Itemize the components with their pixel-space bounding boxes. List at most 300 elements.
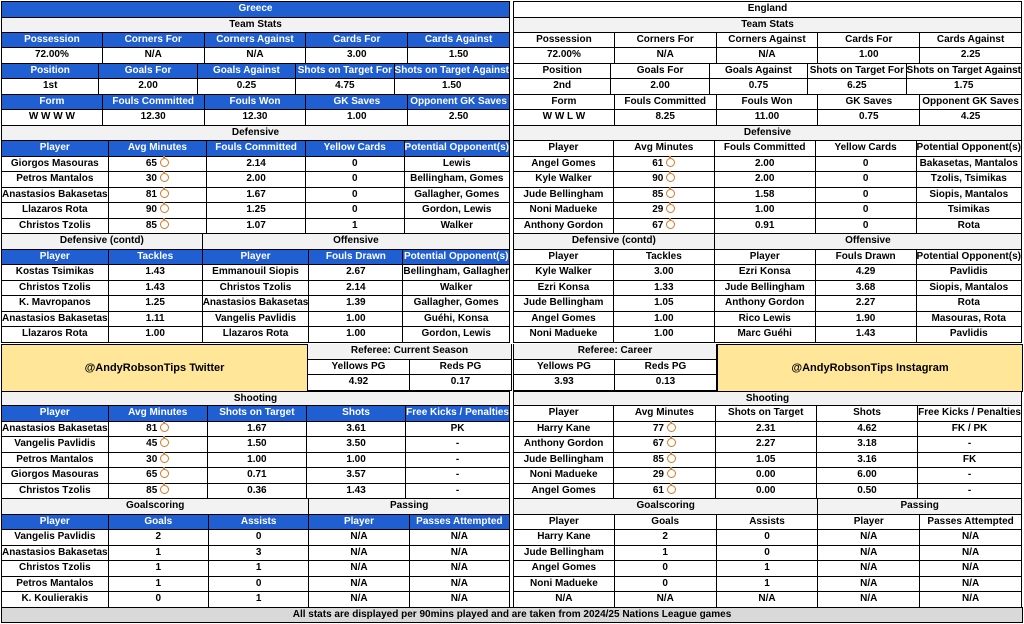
stopwatch-icon [160,158,169,167]
england-team-stats-title: Team Stats [513,17,1022,33]
greece-off-header: Player [203,250,310,266]
england-off-cell: Rota [917,296,1022,312]
greece-defensive-cell: 0 [306,157,405,173]
england-shooting-cell: Noni Madueke [513,468,614,484]
greece-row1-header: Possession [1,33,103,49]
instagram-promo-text: @AndyRobsonTips Instagram [791,362,949,374]
england-row3-header: Form [513,95,615,111]
greece-goalscoring-title: Goalscoring [1,499,309,515]
greece-defensive-cell: Bellingham, Gomes [405,172,510,188]
greece-dc-header: Player [1,250,109,266]
england-gs-cell: 0 [615,561,717,577]
referee-career-yellows: 3.93 [513,375,615,391]
greece-pass-cell: N/A [410,561,510,577]
greece-off-cell: Vangelis Pavlidis [203,312,310,328]
stopwatch-icon [160,173,169,182]
england-row2-header: Shots on Target Against [907,64,1022,80]
greece-defensive-cell [109,203,208,219]
avg-minutes-value: 90 [652,173,664,184]
avg-minutes-value: 81 [146,422,158,434]
greece-dc-cell: 1.43 [109,265,203,281]
stopwatch-icon [667,454,676,463]
england-shooting-cell: Angel Gomes [513,484,614,500]
england-defensive-cell: Siopis, Mantalos [917,188,1022,204]
greece-pass-header: Player [309,515,409,531]
greece-gs-cell: 3 [209,546,309,562]
england-panel [513,1,1022,608]
stopwatch-icon [667,469,676,478]
england-shooting-cell: 3.18 [817,437,918,453]
england-gs-cell: N/A [717,592,819,608]
england-shooting-cell: Anthony Gordon [513,437,614,453]
england-dc-cell: Kyle Walker [513,265,614,281]
greece-gs-cell: Vangelis Pavlidis [1,530,109,546]
england-off-cell: Pavlidis [917,265,1022,281]
england-defensive-contd-title: Defensive (contd) [513,234,715,250]
england-pass-cell: N/A [920,592,1022,608]
greece-defensive-cell [109,188,208,204]
referee-yellows-header: Yellows PG [308,360,410,376]
england-pass-cell: N/A [920,577,1022,593]
referee-reds-header: Reds PG [410,360,512,376]
greece-shooting-header: Shots [307,406,406,422]
greece-gs-cell: 1 [109,561,209,577]
england-defensive-cell: Bakasetas, Mantalos [917,157,1022,173]
greece-gs-cell: Christos Tzolis [1,561,109,577]
greece-row3-value: 1.00 [306,110,408,126]
referee-career-title: Referee: Career [513,344,717,360]
greece-shooting-cell: - [406,468,510,484]
england-row3-value: W W L W [513,110,615,126]
stopwatch-icon [666,189,675,198]
greece-gs-cell: 0 [209,530,309,546]
avg-minutes-value: 85 [652,188,664,200]
greece-shooting-cell [109,437,208,453]
greece-defensive-cell: 1.67 [207,188,306,204]
england-defensive-cell: 0 [816,172,917,188]
greece-gs-cell: Petros Mantalos [1,577,109,593]
england-pass-cell: N/A [920,530,1022,546]
greece-off-cell: 2.14 [309,281,403,297]
greece-defensive-cell: 0 [306,203,405,219]
greece-team-name: Greece [1,1,510,17]
england-shooting-cell [614,468,715,484]
stopwatch-icon [160,423,169,432]
greece-shooting-cell [109,422,208,438]
england-defensive-header: Potential Opponent(s) [917,141,1022,157]
avg-minutes-value: 45 [146,438,158,449]
england-row1-value: 72.00% [513,48,615,64]
greece-shooting-cell: 0.71 [208,468,307,484]
england-row1-value: 1.00 [818,48,920,64]
england-gs-cell: 1 [717,561,819,577]
greece-gs-header: Assists [209,515,309,531]
england-shooting-cell: Jude Bellingham [513,453,614,469]
greece-shooting-cell: 0.36 [208,484,307,500]
greece-defensive-cell: Gallagher, Gomes [405,188,510,204]
stopwatch-icon [160,469,169,478]
england-gs-cell: Angel Gomes [513,561,615,577]
greece-shooting-cell: - [406,437,510,453]
greece-dc-cell: 1.43 [109,281,203,297]
greece-row2-value: 1.50 [395,79,510,95]
england-defensive-cell [614,157,715,173]
greece-row1-header: Cards For [306,33,408,49]
england-row2-header: Goals For [611,64,709,80]
greece-off-cell: Guéhi, Konsa [403,312,510,328]
greece-gs-header: Player [1,515,109,531]
greece-pass-cell: N/A [309,530,409,546]
greece-shooting-cell: 1.43 [307,484,406,500]
greece-defensive-cell [109,157,208,173]
avg-minutes-value: 29 [652,469,664,480]
england-row1-header: Possession [513,33,615,49]
greece-row1-value: N/A [205,48,307,64]
greece-gs-cell: 1 [109,577,209,593]
greece-pass-cell: N/A [410,592,510,608]
england-defensive-cell [614,203,715,219]
stopwatch-icon [667,423,676,432]
england-defensive-header: Yellow Cards [816,141,917,157]
greece-row1-header: Cards Against [408,33,510,49]
greece-pass-header: Passes Attempted [410,515,510,531]
england-gs-header: Assists [717,515,819,531]
greece-shooting-cell: Giorgos Masouras [1,468,109,484]
avg-minutes-value: 65 [146,469,158,480]
greece-gs-cell: 1 [109,546,209,562]
stopwatch-icon [160,454,169,463]
greece-row1-value: 3.00 [306,48,408,64]
england-off-cell: 2.27 [816,296,917,312]
england-off-cell: Rico Lewis [715,312,816,328]
england-row2-value: 0.75 [710,79,808,95]
avg-minutes-value: 85 [652,453,664,465]
england-shooting-cell: 4.62 [817,422,918,438]
greece-defensive-cell [109,172,208,188]
greece-team-stats-title: Team Stats [1,17,510,33]
england-gs-cell: Noni Madueke [513,577,615,593]
england-pass-header: Passes Attempted [920,515,1022,531]
avg-minutes-value: 30 [145,173,157,184]
england-off-cell: Anthony Gordon [715,296,816,312]
greece-defensive-cell: Lewis [405,157,510,173]
greece-gs-cell: 0 [109,592,209,608]
england-row2-header: Goals Against [710,64,808,80]
england-goalscoring-title: Goalscoring [513,499,818,515]
england-defensive-cell [614,188,715,204]
greece-defensive-cell: 2.00 [207,172,306,188]
england-row1-value: N/A [615,48,717,64]
greece-defensive-cell: Walker [405,219,510,235]
england-shooting-cell: Harry Kane [513,422,614,438]
england-shooting-cell: - [918,468,1022,484]
england-pass-header: Player [818,515,920,531]
england-shooting-header: Shots on Target [716,406,817,422]
england-off-cell: 1.43 [816,327,917,343]
greece-off-cell: 1.39 [309,296,403,312]
greece-pass-cell: N/A [309,592,409,608]
england-gs-cell: N/A [513,592,615,608]
greece-shooting-cell: - [406,453,510,469]
greece-off-cell: Gallagher, Gomes [403,296,510,312]
greece-row3-header: Opponent GK Saves [408,95,510,111]
stats-sheet [1,1,1023,623]
england-row3-header: Fouls Won [717,95,819,111]
stopwatch-icon [160,438,169,447]
england-shooting-cell: 1.05 [716,453,817,469]
greece-defensive-title: Defensive [1,126,510,142]
avg-minutes-value: 30 [146,453,158,465]
england-off-cell: Siopis, Mantalos [917,281,1022,297]
greece-row2-header: Goals Against [198,64,296,80]
england-row2-header: Position [513,64,611,80]
england-shooting-cell: 2.31 [716,422,817,438]
greece-gs-cell: 1 [209,561,309,577]
england-defensive-cell: 0 [816,157,917,173]
greece-off-cell: Emmanouil Siopis [203,265,310,281]
england-dc-cell: 1.33 [614,281,715,297]
greece-shooting-cell [109,468,208,484]
england-row3-value: 11.00 [717,110,819,126]
greece-defensive-cell [109,219,208,235]
greece-row3-value: 2.50 [408,110,510,126]
england-dc-cell: 3.00 [614,265,715,281]
greece-row2-value: 0.25 [198,79,296,95]
england-dc-header: Player [513,250,614,266]
greece-off-cell: Walker [403,281,510,297]
england-defensive-header: Avg Minutes [614,141,715,157]
greece-pass-cell: N/A [410,577,510,593]
england-defensive-cell: 1.00 [715,203,816,219]
greece-dc-cell: 1.00 [109,327,203,343]
greece-row3-value: 12.30 [205,110,307,126]
greece-row1-value: 72.00% [1,48,103,64]
england-row2-header: Shots on Target For [808,64,906,80]
greece-defensive-cell: 1.07 [207,219,306,235]
greece-defensive-header: Yellow Cards [306,141,405,157]
england-defensive-cell: 2.00 [715,172,816,188]
stopwatch-icon [160,204,169,213]
greece-shooting-cell: 3.50 [307,437,406,453]
greece-row2-header: Position [1,64,99,80]
england-off-cell: 4.29 [816,265,917,281]
stopwatch-icon [666,173,675,182]
england-defensive-cell: 0 [816,219,917,235]
england-row2-value: 2.00 [611,79,709,95]
stopwatch-icon [160,220,169,229]
greece-gs-cell: Anastasios Bakasetas [1,546,109,562]
greece-row2-header: Goals For [99,64,197,80]
greece-shooting-cell: - [406,484,510,500]
england-gs-cell: N/A [615,592,717,608]
england-shooting-cell: 2.27 [716,437,817,453]
england-row3-header: Fouls Committed [615,95,717,111]
england-off-cell: Masouras, Rota [917,312,1022,328]
greece-row2-value: 2.00 [99,79,197,95]
greece-shooting-header: Free Kicks / Penalties [406,406,510,422]
england-shooting-cell: 0.00 [716,484,817,500]
twitter-promo [1,344,308,392]
england-defensive-cell [614,219,715,235]
england-shooting-cell: FK / PK [918,422,1022,438]
stopwatch-icon [666,158,675,167]
england-gs-header: Player [513,515,615,531]
avg-minutes-value: 29 [652,204,664,215]
england-off-header: Fouls Drawn [816,250,917,266]
england-shooting-cell: 3.16 [817,453,918,469]
greece-pass-cell: N/A [309,561,409,577]
greece-row3-header: Fouls Committed [103,95,205,111]
england-gs-cell: Jude Bellingham [513,546,615,562]
stopwatch-icon [160,189,169,198]
greece-defensive-cell: Giorgos Masouras [1,157,109,173]
england-dc-cell: 1.05 [614,296,715,312]
greece-row2-header: Shots on Target For [296,64,394,80]
england-pass-cell: N/A [818,546,920,562]
england-shooting-cell: - [918,484,1022,500]
greece-row3-header: Fouls Won [205,95,307,111]
england-defensive-cell: Noni Madueke [513,203,614,219]
greece-defensive-header: Player [1,141,109,157]
greece-offensive-title: Offensive [203,234,510,250]
england-shooting-header: Avg Minutes [614,406,715,422]
england-gs-cell: 0 [717,546,819,562]
greece-dc-cell: Anastasios Bakasetas [1,312,109,328]
greece-row1-header: Corners For [103,33,205,49]
england-defensive-cell: Tsimikas [917,203,1022,219]
england-defensive-cell: 1.58 [715,188,816,204]
greece-panel [1,1,510,608]
england-defensive-cell: Anthony Gordon [513,219,614,235]
avg-minutes-value: 85 [145,219,157,231]
greece-row3-header: GK Saves [306,95,408,111]
greece-dc-cell: 1.25 [109,296,203,312]
england-off-header: Player [715,250,816,266]
england-defensive-cell: 0.91 [715,219,816,235]
greece-shooting-cell: 1.00 [307,453,406,469]
england-dc-cell: Jude Bellingham [513,296,614,312]
greece-defensive-cell: Christos Tzolis [1,219,109,235]
england-defensive-cell: Tzolis, Tsimikas [917,172,1022,188]
greece-row1-value: 1.50 [408,48,510,64]
england-row1-header: Corners Against [717,33,819,49]
england-off-cell: Jude Bellingham [715,281,816,297]
greece-row3-header: Form [1,95,103,111]
greece-defensive-contd-title: Defensive (contd) [1,234,203,250]
avg-minutes-value: 81 [145,188,157,200]
england-pass-cell: N/A [818,577,920,593]
england-shooting-cell [614,453,715,469]
england-dc-cell: Noni Madueke [513,327,614,343]
greece-row1-header: Corners Against [205,33,307,49]
greece-shooting-header: Shots on Target [208,406,307,422]
england-defensive-cell: 0 [816,203,917,219]
avg-minutes-value: 67 [652,438,664,449]
england-shooting-cell [614,422,715,438]
england-row1-value: 2.25 [920,48,1022,64]
greece-off-cell: Bellingham, Gallagher [403,265,510,281]
greece-defensive-cell: Anastasios Bakasetas [1,188,109,204]
england-dc-cell: Angel Gomes [513,312,614,328]
twitter-promo-text: @AndyRobsonTips Twitter [84,362,225,374]
greece-pass-cell: N/A [410,546,510,562]
referee-career-reds: 0.13 [615,375,717,391]
england-dc-cell: 1.00 [614,327,715,343]
footer-note: All stats are displayed per 90mins played and are taken from 2024/25 Nations League games [1,607,1023,623]
england-row2-value: 1.75 [907,79,1022,95]
england-shooting-cell [614,437,715,453]
england-row1-header: Cards Against [920,33,1022,49]
england-row1-value: N/A [717,48,819,64]
england-defensive-header: Fouls Committed [715,141,816,157]
england-dc-header: Tackles [614,250,715,266]
greece-row2-header: Shots on Target Against [395,64,510,80]
england-shooting-cell [614,484,715,500]
greece-gs-cell: 2 [109,530,209,546]
greece-defensive-cell: Llazaros Rota [1,203,109,219]
referee-career [513,344,717,391]
greece-shooting-cell: Vangelis Pavlidis [1,437,109,453]
greece-shooting-cell: 3.57 [307,468,406,484]
referee-current [308,344,512,391]
england-gs-cell: 2 [615,530,717,546]
stopwatch-icon [667,485,676,494]
greece-off-cell: 1.00 [309,312,403,328]
greece-defensive-cell: 2.14 [207,157,306,173]
greece-gs-cell: 0 [209,577,309,593]
england-pass-cell: N/A [818,592,920,608]
england-passing-title: Passing [818,499,1022,515]
england-row3-value: 4.25 [920,110,1022,126]
england-shooting-cell: 0.00 [716,468,817,484]
greece-gs-cell: K. Koulierakis [1,592,109,608]
england-gs-cell: 0 [615,577,717,593]
england-team-name: England [513,1,1022,17]
greece-defensive-cell: 1 [306,219,405,235]
england-gs-cell: Harry Kane [513,530,615,546]
greece-dc-cell: Christos Tzolis [1,281,109,297]
england-shooting-cell: 0.50 [817,484,918,500]
greece-row2-value: 1st [1,79,99,95]
england-row2-value: 2nd [513,79,611,95]
referee-career-yellows-header: Yellows PG [513,360,615,376]
england-row2-value: 6.25 [808,79,906,95]
england-shooting-title: Shooting [513,391,1022,407]
greece-defensive-cell: Gordon, Lewis [405,203,510,219]
england-shooting-header: Shots [817,406,918,422]
england-off-cell: Marc Guéhi [715,327,816,343]
england-row3-value: 0.75 [818,110,920,126]
greece-defensive-cell: 0 [306,188,405,204]
referee-current-title: Referee: Current Season [308,344,512,360]
england-defensive-cell: 0 [816,188,917,204]
avg-minutes-value: 85 [146,484,158,496]
england-off-cell: Ezri Konsa [715,265,816,281]
stopwatch-icon [666,204,675,213]
greece-pass-cell: N/A [410,530,510,546]
england-gs-header: Goals [615,515,717,531]
stopwatch-icon [667,438,676,447]
england-off-cell: Pavlidis [917,327,1022,343]
stopwatch-icon [160,485,169,494]
avg-minutes-value: 90 [145,204,157,215]
greece-row1-value: N/A [103,48,205,64]
greece-shooting-cell: 1.50 [208,437,307,453]
england-shooting-cell: FK [918,453,1022,469]
greece-defensive-header: Fouls Committed [207,141,306,157]
greece-pass-cell: N/A [309,577,409,593]
greece-shooting-header: Player [1,406,109,422]
